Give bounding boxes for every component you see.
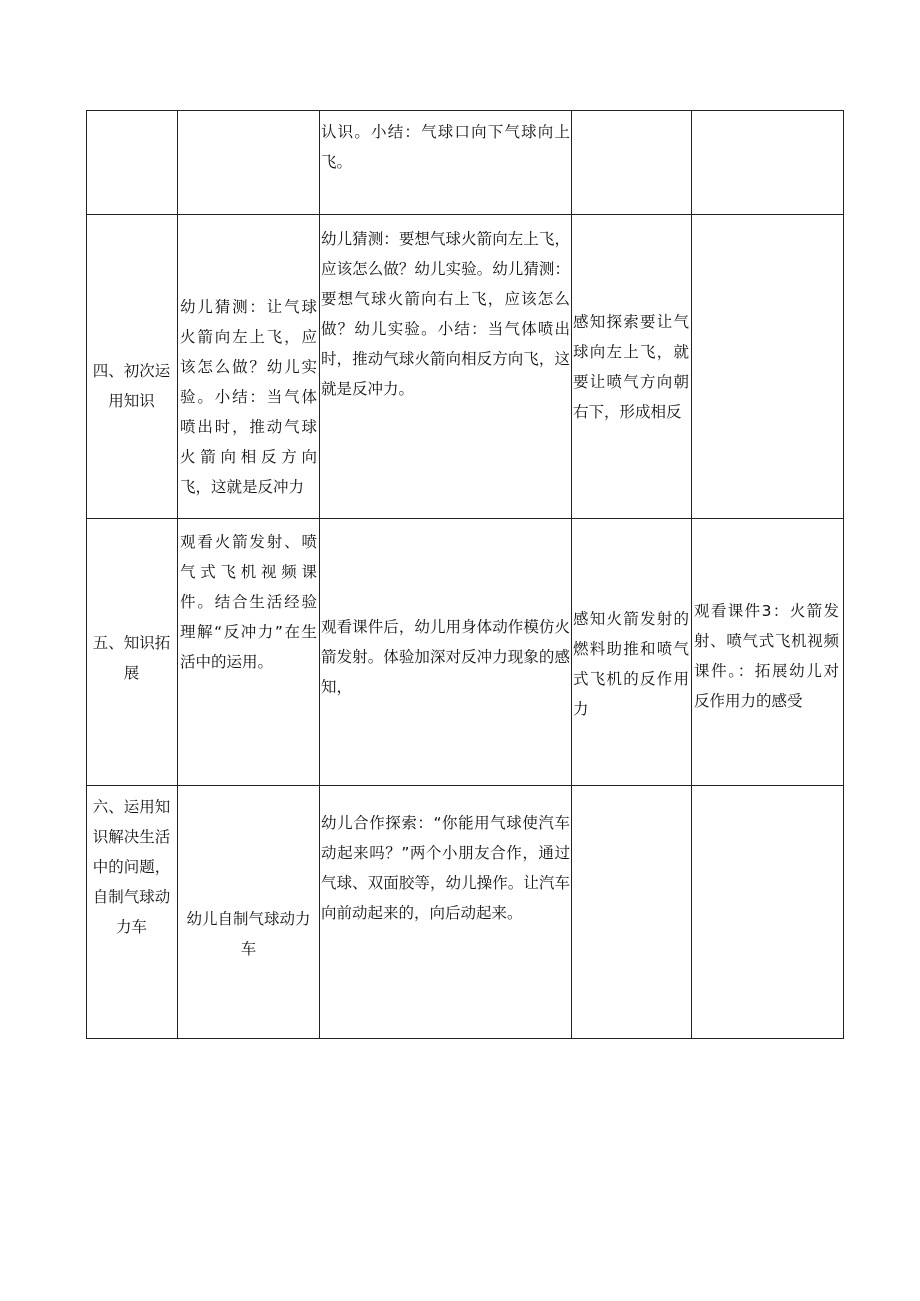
stage-cell [87,519,178,786]
stage-text: 六、运用知识解决生活中的问题，自制气球动力车 [92,798,171,936]
activity-cell [320,519,572,786]
stage-cell [87,215,178,519]
design-text: 幼儿猜测：让气球火箭向左上飞，应该怎么做？幼儿实验。小结：当气体喷出时，推动气球火箭向相反方向飞，这就是反冲力 [180,297,317,496]
goal-cell [572,786,692,1039]
table-row [87,215,844,519]
table-row [87,786,844,1039]
resource-cell [692,519,844,786]
design-text: 幼儿自制气球动力车 [186,910,311,958]
activity-text: 幼儿合作探索：“你能用气球使汽车动起来吗？”两个小朋友合作，通过气球、双面胶等，幼儿操作。让汽车向前动起来的，向后动起来。 [321,814,570,922]
design-cell [178,111,320,215]
table-row [87,111,844,215]
resource-cell [692,215,844,519]
table-row [87,519,844,786]
stage-text: 四、初次运用知识 [92,361,171,410]
stage-cell [87,786,178,1039]
activity-cell [320,215,572,519]
design-cell [178,215,320,519]
activity-cell [320,111,572,215]
design-cell [178,519,320,786]
resource-cell [692,111,844,215]
design-text: 观看火箭发射、喷气式飞机视频课件。结合生活经验理解“反冲力”在生活中的运用。 [180,533,317,671]
activity-text: 幼儿猜测：要想气球火箭向左上飞，应该怎么做？幼儿实验。幼儿猜测：要想气球火箭向右上飞，应该怎么做？幼儿实验。小结：当气体喷出时，推动气球火箭向相反方向飞，这就是反冲力。 [321,230,570,398]
goal-cell [572,215,692,519]
lesson-plan-table [86,110,844,1039]
activity-text: 观看课件后，幼儿用身体动作模仿火箭发射。体验加深对反冲力现象的感知， [321,618,570,696]
stage-text: 五、知识拓展 [92,634,171,682]
activity-cell [320,786,572,1039]
stage-cell [87,111,178,215]
activity-text: 认识。小结：气球口向下气球向上飞。 [321,123,570,171]
resource-text: 观看课件3：火箭发射、喷气式飞机视频课件。：拓展幼儿对反作用力的感受 [694,602,839,710]
goal-cell [572,519,692,786]
resource-cell [692,786,844,1039]
design-cell [178,786,320,1039]
goal-text: 感知火箭发射的燃料助推和喷气式飞机的反作用力 [573,610,689,718]
goal-cell [572,111,692,215]
goal-text: 感知探索要让气球向左上飞，就要让喷气方向朝右下，形成相反 [573,312,689,421]
